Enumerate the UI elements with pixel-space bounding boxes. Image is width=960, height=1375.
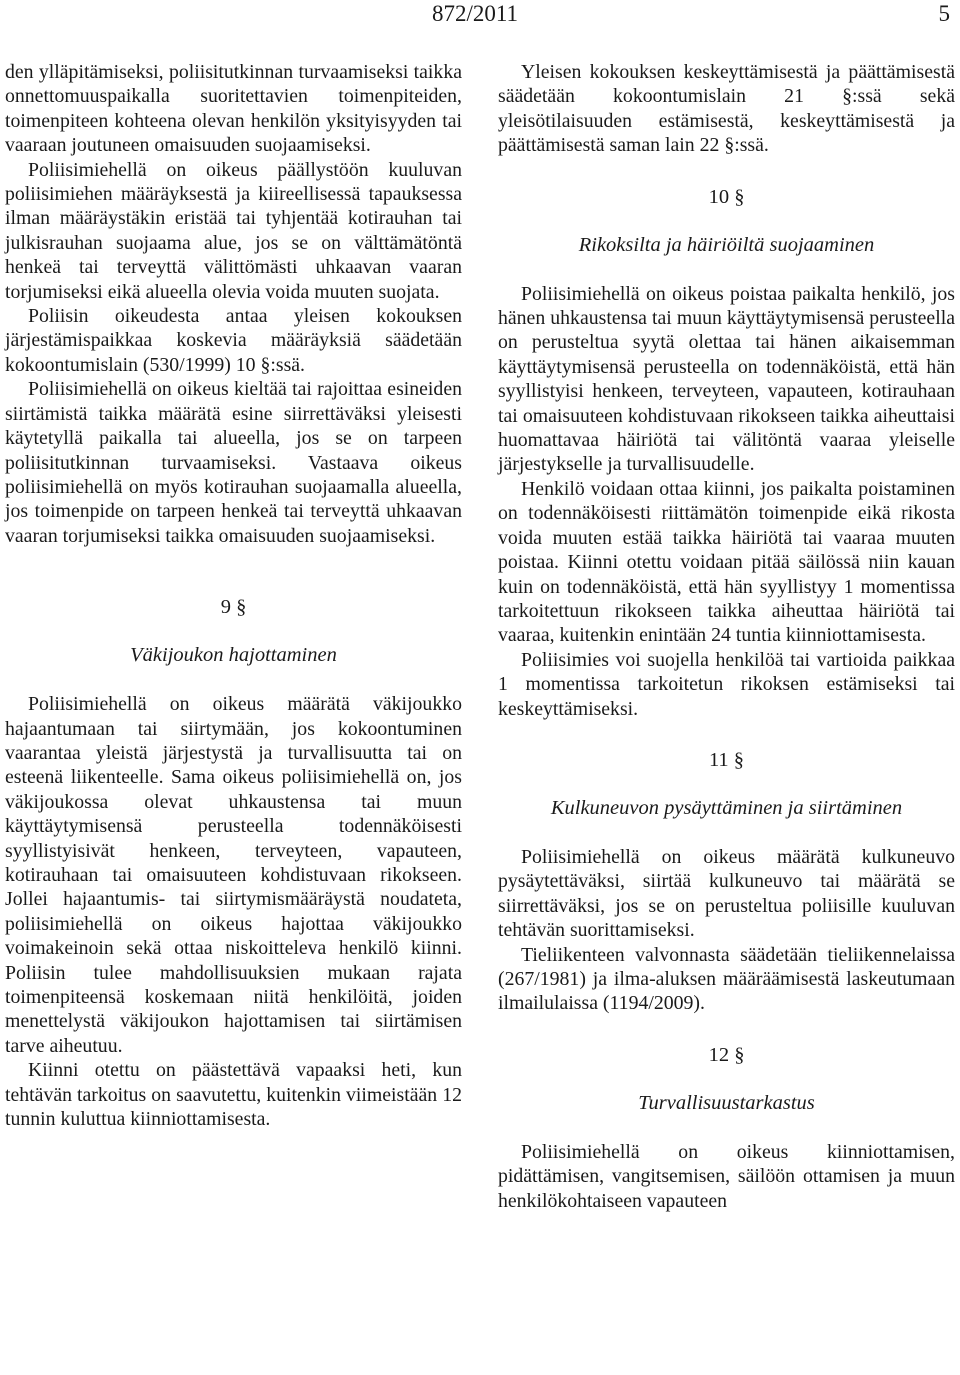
section-number: 12 § — [708, 1043, 745, 1066]
section-number: 11 § — [708, 748, 745, 771]
section-title: Kulkuneuvon pysäyttäminen ja siirtäminen — [550, 796, 903, 819]
right-column — [498, 60, 955, 1213]
page-header — [0, 0, 960, 30]
body-paragraph: Poliisimiehellä on oikeus päällystöön kuuluvan poliisimiehen määräyksestä ja kiireellisessä tapauksessa ilman määräystäkin eristää tai tyhjentää kotirauhan tai julkisrauhan suojaama alue, jos se on välttämätöntä henkeä tai terveyttä välittömästi uhkaavan vaaran torjumiseksi eikä alueella olevia voida muuten suojata. — [5, 158, 462, 303]
body-paragraph: Poliisimiehellä on oikeus poistaa paikalta henkilö, jos hänen uhkaustensa tai muun käyttäytymisensä perusteella on perusteltua syytä olettaa tai hänen aikaisemman käyttäytymisensä perusteella on todennäköistä, että hän syyllistyisi henkeen, terveyteen, vapauteen, kotirauhaan tai omaisuuteen kohdistuvaan rikokseen taikka aiheuttaisi huomattavaa häiriötä tai välitöntä vaaraa yleiselle järjestykselle ja turvallisuudelle. — [498, 282, 955, 476]
section-number: 10 § — [708, 185, 745, 208]
body-paragraph: Poliisin oikeudesta antaa yleisen kokouksen järjestämispaikkaa koskevia määräyksiä säädetään kokoontumislain (530/1999) 10 §:ssä. — [5, 305, 462, 376]
body-paragraph: Poliisimies voi suojella henkilöä tai vartioida paikkaa 1 momentissa tarkoitetun rikoksen estämiseksi tai keskeyttämiseksi. — [498, 648, 955, 720]
left-column — [5, 60, 462, 1131]
body-paragraph: Poliisimiehellä on oikeus kiinniottamisen, pidättämisen, vangitsemisen, säilöön ottamisen ja muun henkilökohtaiseen vapauteen — [498, 1140, 955, 1212]
body-paragraph: Yleisen kokouksen keskeyttämisestä ja päättämisestä säädetään kokoontumislain 21 §:ssä sekä yleisötilaisuuden estämisestä, keskeyttämisestä ja päättämisestä saman lain 22 §:ssä. — [498, 61, 955, 157]
body-paragraph: Henkilö voidaan ottaa kiinni, jos paikalta poistaminen on todennäköisesti riittämätön toimenpide eikä rikosta voida muuten estää taikka häiriötä tai vaaraa muuten poistaa. Kiinni otettu voidaan pitää säilössä niin kauan kuin on todennäköistä, että hän syyllistyy 1 momentissa tarkoitettuun rikokseen taikka aiheuttaa häiriötä tai vaaraa, kuitenkin enintään 24 tuntia kiinniottamisesta. — [498, 477, 955, 647]
body-paragraph: den ylläpitämiseksi, poliisitutkinnan turvaamiseksi taikka onnettomuuspaikalla suoritettavien toimenpiteiden, toimenpiteen kohteena olevan henkilön yksityisyyden tai vaaraan joutuneen omaisuuden suojaamiseksi. — [5, 61, 462, 157]
body-paragraph: Tieliikenteen valvonnasta säädetään tieliikennelaissa (267/1981) ja ilma-aluksen määräämisestä laskeutumaan ilmailulaissa (1194/2009). — [498, 943, 955, 1015]
section-title: Väkijoukon hajottaminen — [130, 644, 337, 667]
section-number: 9 § — [220, 596, 247, 619]
body-paragraph: Poliisimiehellä on oikeus määrätä kulkuneuvo pysäytettäväksi, siirtää kulkuneuvo tai määrätä se siirrettäväksi, jos se on perusteltua poliisille kuuluvan tehtävän suorittamiseksi. — [498, 845, 955, 942]
body-paragraph: Poliisimiehellä on oikeus kieltää tai rajoittaa esineiden siirtämistä taikka määrätä esine siirrettäväksi yleisesti käytetyllä paikalla tai alueella, jos se on tarpeen poliisitutkinnan turvaamiseksi. Vastaava oikeus poliisimiehellä on myös kotirauhan suojaamalla alueella, jos toimenpide on tarpeen henkeä tai terveyttä uhkaavan vaaran torjumiseksi taikka omaisuuden suojaamiseksi. — [5, 378, 462, 547]
page-number: 5 — [938, 1, 950, 26]
section-title: Turvallisuustarkastus — [638, 1091, 815, 1114]
body-paragraph: Kiinni otettu on päästettävä vapaaksi heti, kun tehtävän tarkoitus on saavutettu, kuitenkin viimeistään 12 tunnin kuluttua kiinniottamisesta. — [5, 1059, 462, 1131]
document-number: 872/2011 — [432, 1, 519, 26]
body-paragraph: Poliisimiehellä on oikeus määrätä väkijoukko hajaantumaan tai siirtymään, jos kokoontuminen vaarantaa yleistä järjestystä ja turvallisuutta tai on esteenä liikenteelle. Sama oikeus poliisimiehellä on, jos väkijoukossa olevat uhkaustensa tai muun käyttäytymisensä perusteella todennäköisesti syyllistyisivät henkeen, terveyteen, vapauteen, kotirauhaan tai omaisuuteen kohdistuvaan rikokseen. Jollei hajaantumis- tai siirtymismääräystä noudateta, poliisimiehellä on oikeus hajottaa väkijoukko voimakeinoin sekä ottaa niskoitteleva henkilö kiinni. Poliisin tulee mahdollisuuksien mukaan rajata toimenpiteensä koskemaan niitä henkilöitä, joiden menettelystä väkijoukon hajottamisen tai siirtämisen tarve aiheutuu. — [5, 693, 462, 1057]
section-title: Rikoksilta ja häiriöiltä suojaaminen — [578, 233, 875, 256]
